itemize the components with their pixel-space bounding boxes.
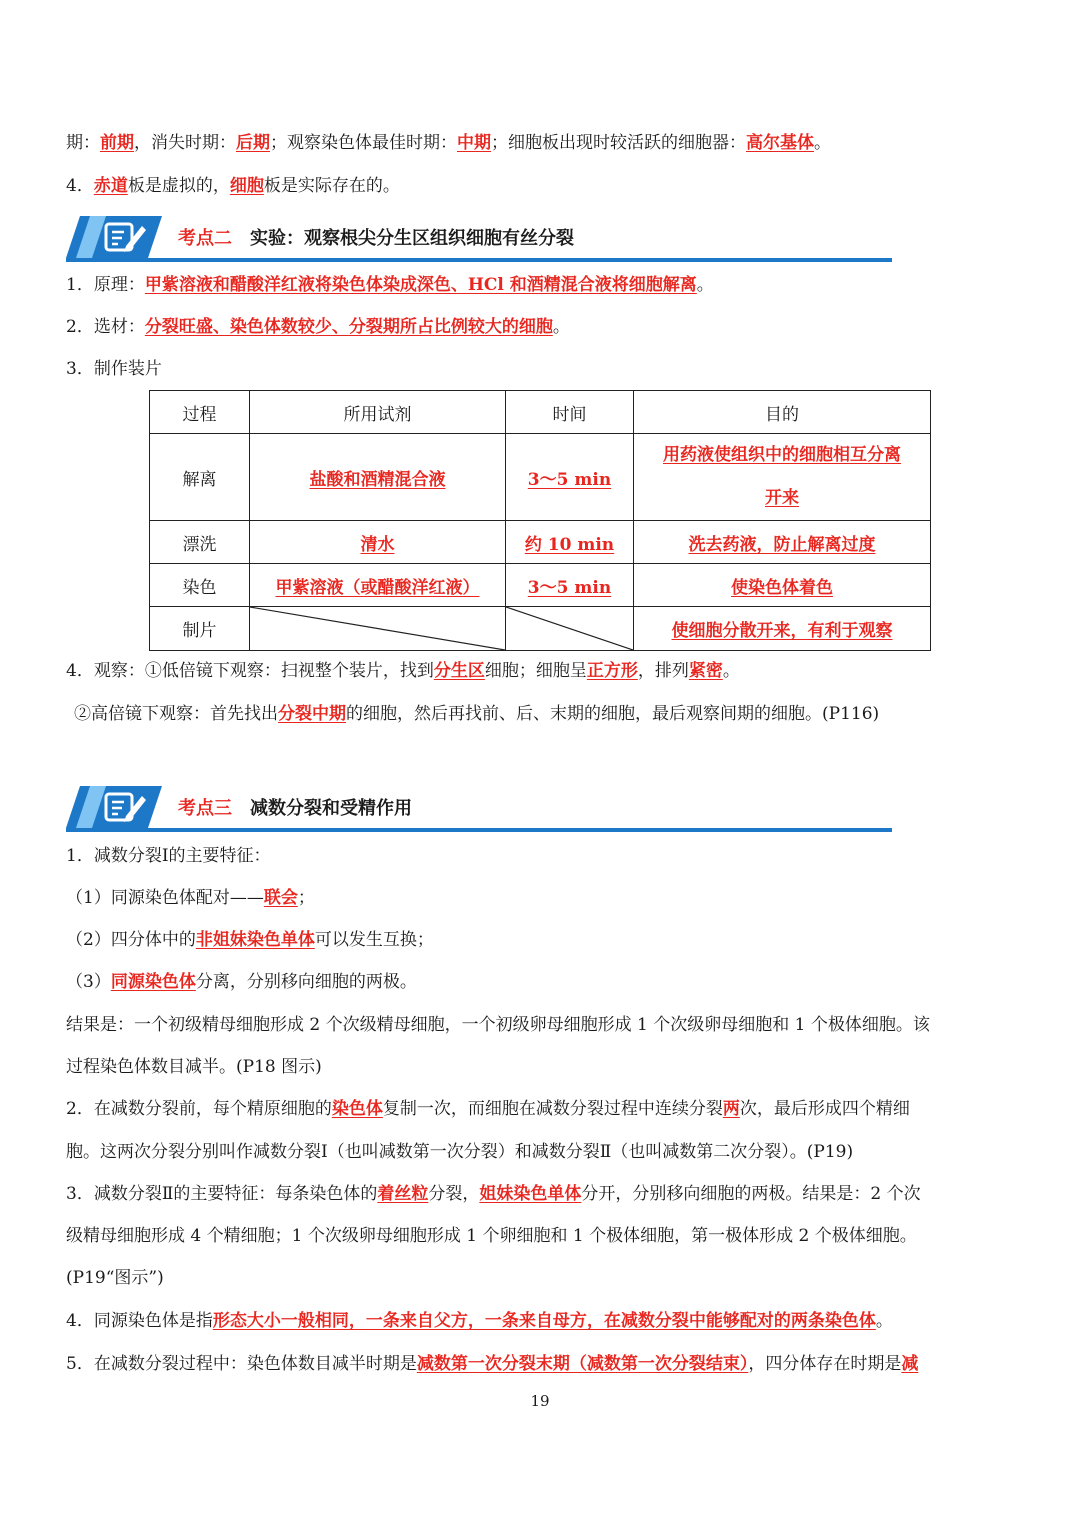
table-header-cell: 所用试剂 bbox=[250, 391, 506, 434]
paragraph-3-line-2: 级精母细胞形成 4 个精细胞；1 个次级卵母细胞形成 1 个卵细胞和 1 个极体细胞，第一极体形成 2 个极体细胞。 bbox=[66, 1226, 917, 1246]
section-title: 实验：观察根尖分生区组织细胞有丝分裂 bbox=[250, 228, 574, 249]
table-cell: 洗去药液，防止解离过度 bbox=[634, 521, 931, 564]
table-cell: 3～5 min bbox=[506, 434, 634, 521]
paragraph-3-line-3: (P19“图示”) bbox=[66, 1268, 164, 1288]
paragraph-2-line-2: 胞。这两次分裂分别叫作减数分裂Ⅰ（也叫减数第一次分裂）和减数分裂Ⅱ（也叫减数第二次分裂）。(P19) bbox=[66, 1142, 854, 1162]
paragraph-5: 5．在减数分裂过程中：染色体数目减半时期是减数第一次分裂末期（减数第一次分裂结束），四分体存在时期是减 bbox=[66, 1354, 919, 1374]
section-header-2 bbox=[66, 216, 892, 262]
intro-line-1: 期：前期，消失时期：后期；观察染色体最佳时期：中期；细胞板出现时较活跃的细胞器：高尔基体。 bbox=[66, 133, 831, 153]
table-cell: 染色 bbox=[150, 564, 250, 607]
section-divider bbox=[66, 828, 892, 832]
observe-line-1: 4．观察：①低倍镜下观察：扫视整个装片，找到分生区细胞；细胞呈正方形，排列紧密。 bbox=[66, 661, 740, 681]
table-row bbox=[150, 607, 931, 651]
table-cell: 制片 bbox=[150, 607, 250, 651]
observe-line-2: ②高倍镜下观察：首先找出分裂中期的细胞，然后再找前、后、末期的细胞，最后观察间期的细胞。(P116) bbox=[74, 704, 880, 724]
table-cell: 漂洗 bbox=[150, 521, 250, 564]
table-cell: 解离 bbox=[150, 434, 250, 521]
table-cell-empty bbox=[250, 607, 506, 651]
table-cell: 清水 bbox=[250, 521, 506, 564]
intro-line-2: 4．赤道板是虚拟的，细胞板是实际存在的。 bbox=[66, 176, 400, 196]
result-line-1: 结果是：一个初级精母细胞形成 2 个次级精母细胞，一个初级卵母细胞形成 1 个次级卵母细胞和 1 个极体细胞。该 bbox=[66, 1015, 930, 1035]
meiosis1-item-2: （2）四分体中的非姐妹染色单体可以发生互换； bbox=[66, 930, 434, 950]
paragraph-2-line-1: 2．在减数分裂前，每个精原细胞的染色体复制一次，而细胞在减数分裂过程中连续分裂两次，最后形成四个精细 bbox=[66, 1099, 910, 1119]
table-cell: 约 10 min bbox=[506, 521, 634, 564]
meiosis1-item-1: （1）同源染色体配对——联会； bbox=[66, 888, 315, 908]
material-line: 2．选材：分裂旺盛、染色体数较少、分裂期所占比例较大的细胞。 bbox=[66, 317, 570, 337]
paragraph-4: 4．同源染色体是指形态大小一般相同，一条来自父方，一条来自母方，在减数分裂中能够配对的两条染色体。 bbox=[66, 1311, 893, 1331]
table-header-cell: 过程 bbox=[150, 391, 250, 434]
table-cell: 3～5 min bbox=[506, 564, 634, 607]
notepad-pencil-icon bbox=[66, 216, 162, 258]
table-header-cell: 目的 bbox=[634, 391, 931, 434]
table-row bbox=[150, 434, 931, 521]
table-row bbox=[150, 564, 931, 607]
table-cell: 甲紫溶液（或醋酸洋红液） bbox=[250, 564, 506, 607]
page-number: 19 bbox=[530, 1392, 550, 1410]
table-cell: 使细胞分散开来，有利于观察 bbox=[634, 607, 931, 651]
table-header-cell: 时间 bbox=[506, 391, 634, 434]
diagonal-slash bbox=[250, 607, 505, 650]
table-row bbox=[150, 521, 931, 564]
notepad-pencil-icon bbox=[66, 786, 162, 828]
table-cell: 盐酸和酒精混合液 bbox=[250, 434, 506, 521]
result-line-2: 过程染色体数目减半。(P18 图示) bbox=[66, 1057, 322, 1077]
principle-line: 1．原理：甲紫溶液和醋酸洋红液将染色体染成深色、HCl 和酒精混合液将细胞解离。 bbox=[66, 275, 714, 295]
section-number: 考点二 bbox=[178, 228, 232, 249]
prep-table bbox=[149, 390, 931, 651]
table-cell: 用药液使组织中的细胞相互分离 开来 bbox=[634, 434, 931, 521]
table-header-row bbox=[150, 391, 931, 434]
section-header-3 bbox=[66, 786, 892, 832]
meiosis1-item-3: （3）同源染色体分离，分别移向细胞的两极。 bbox=[66, 972, 417, 992]
section-divider bbox=[66, 258, 892, 262]
diagonal-slash bbox=[506, 607, 633, 650]
meiosis1-title: 1．减数分裂Ⅰ的主要特征： bbox=[66, 846, 271, 866]
table-cell-empty bbox=[506, 607, 634, 651]
section-number: 考点三 bbox=[178, 798, 232, 819]
table-cell: 使染色体着色 bbox=[634, 564, 931, 607]
section-title: 减数分裂和受精作用 bbox=[250, 798, 412, 819]
prep-title: 3．制作装片 bbox=[66, 359, 162, 379]
paragraph-3-line-1: 3．减数分裂Ⅱ的主要特征：每条染色体的着丝粒分裂，姐妹染色单体分开，分别移向细胞的两极。结果是：2 个次 bbox=[66, 1184, 921, 1204]
